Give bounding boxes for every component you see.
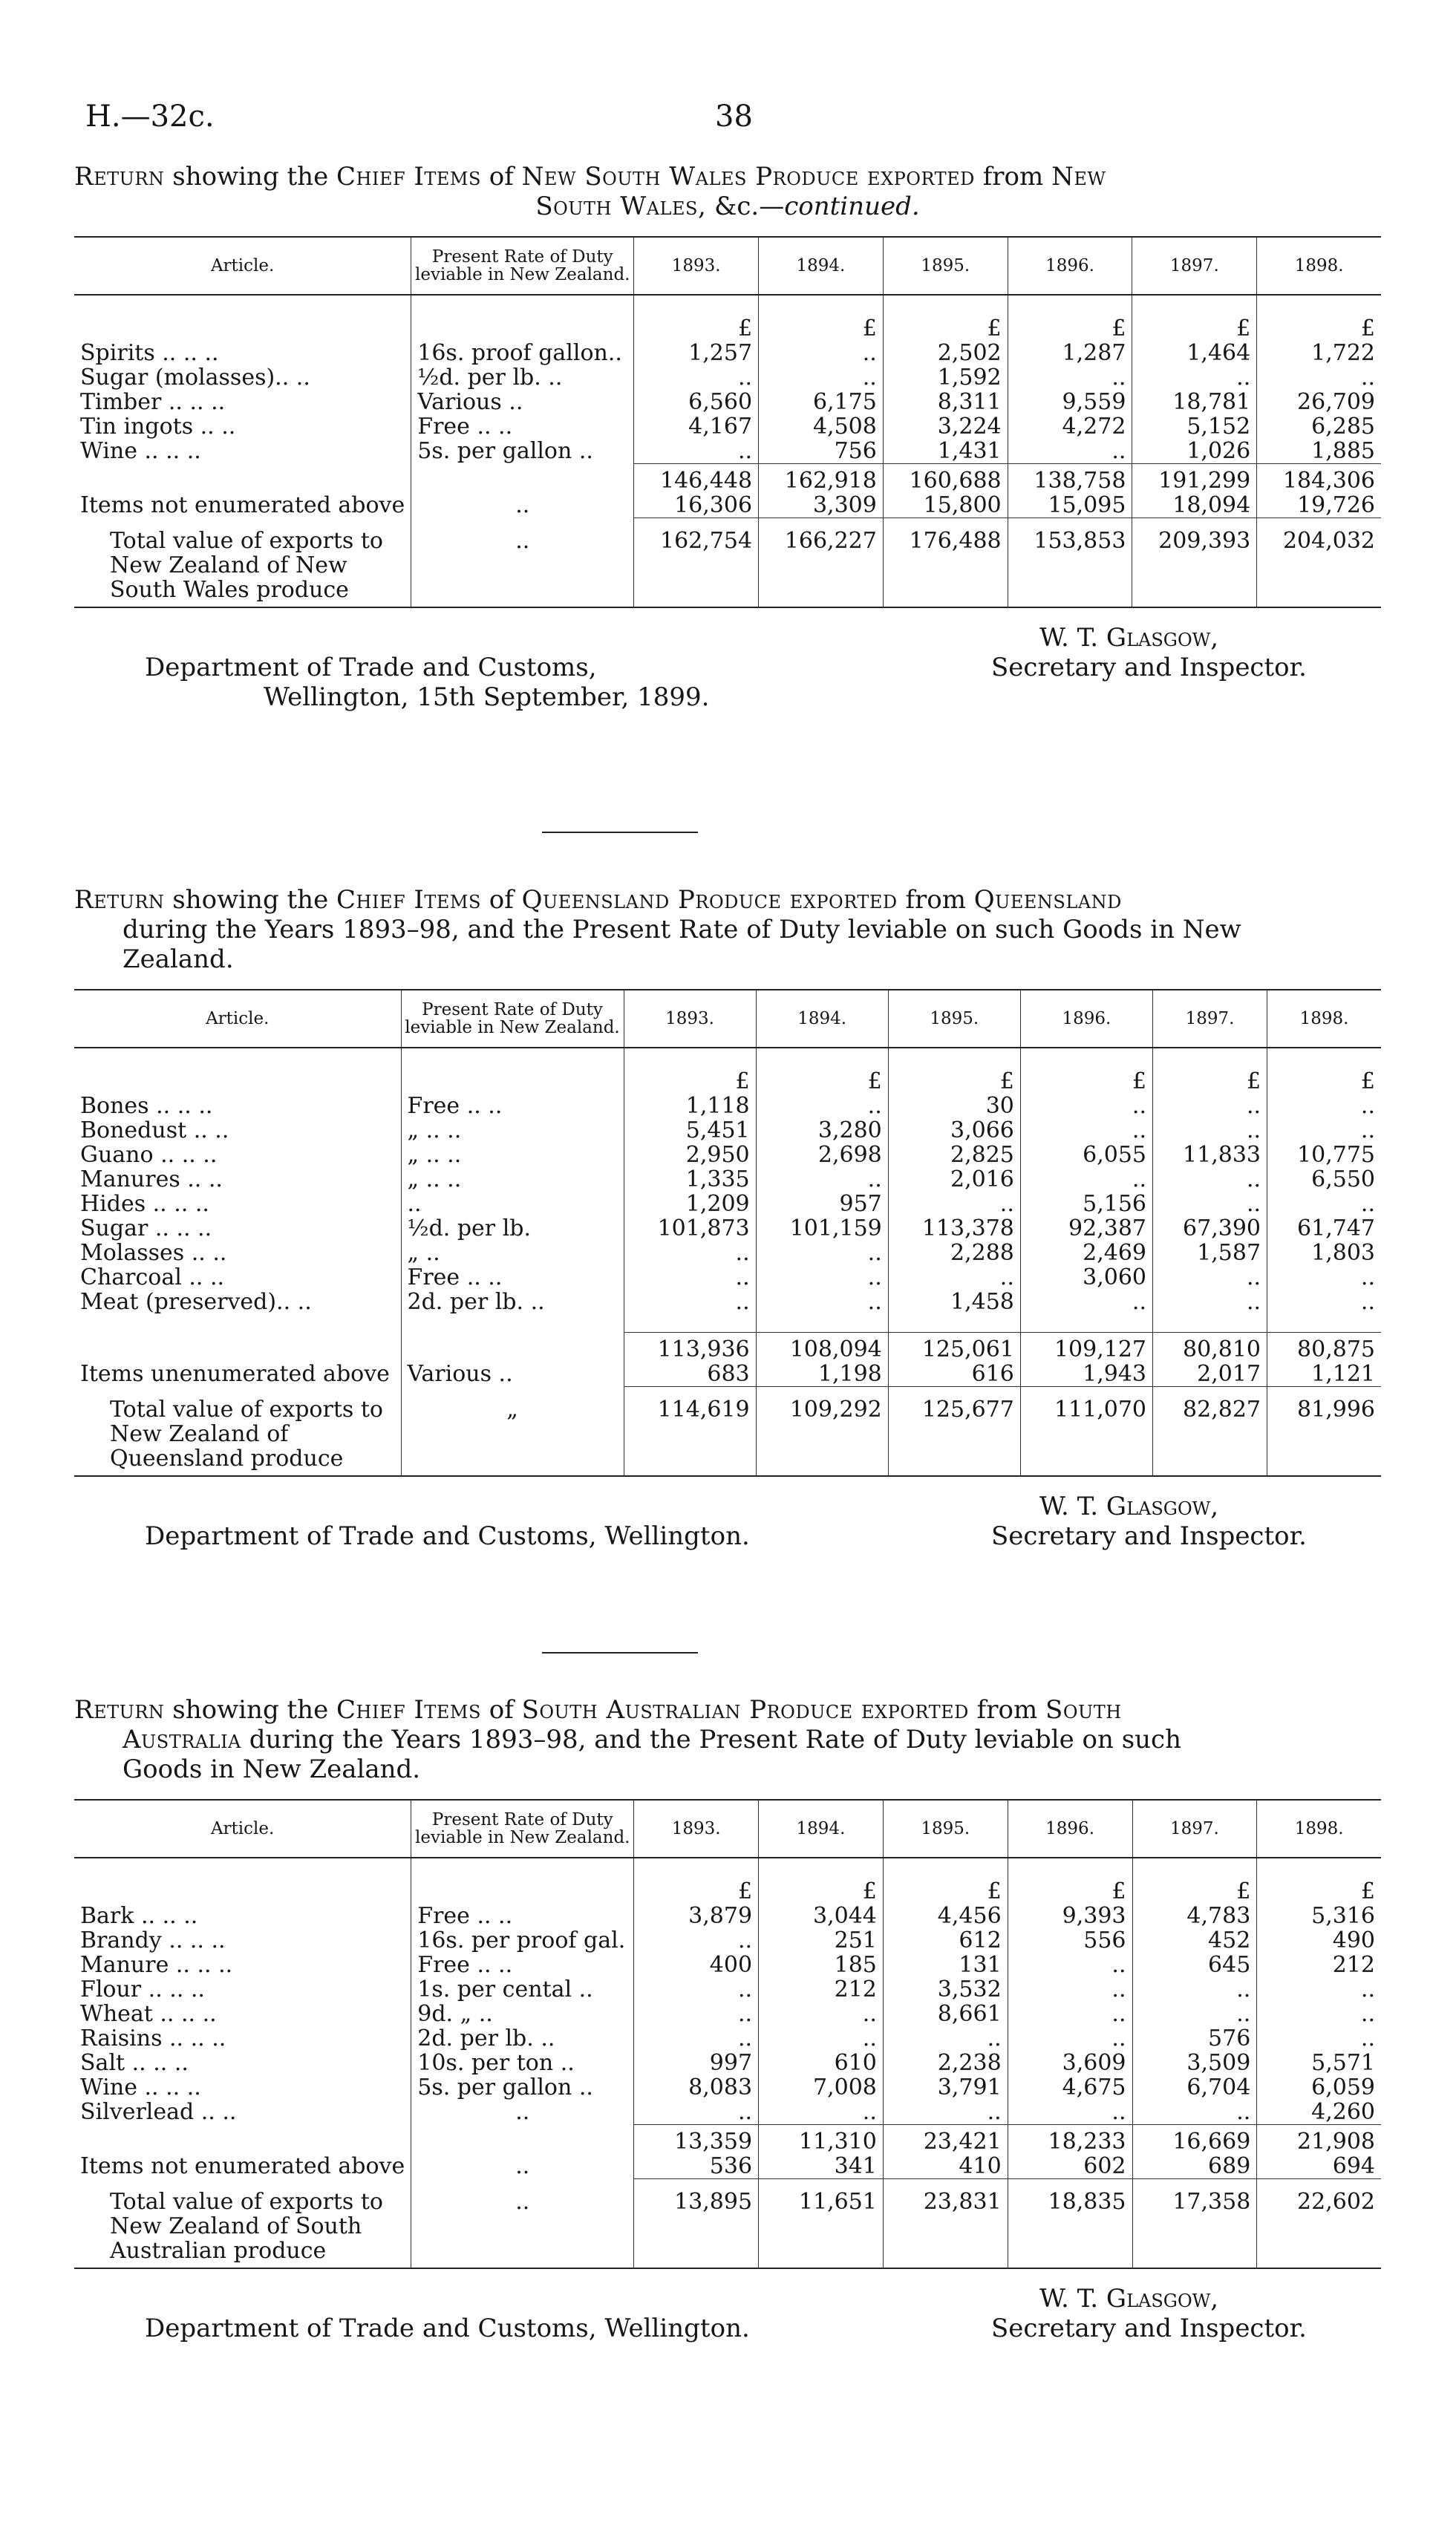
table-row: Hides .. .. .. .. 1,209 957 .. 5,156 .. .. [74, 1192, 1381, 1216]
col-header-year: 1893. [624, 990, 756, 1048]
signatory-title: Secretary and Inspector. [991, 1521, 1307, 1551]
signature-block [74, 2284, 1381, 2373]
sa-heading: Return showing the Chief Items of South Australian Produce exported from South Australia during the Years 1893–98, and the Present Rate of Duty leviable on such Goods in New Zealand. [74, 1695, 1181, 1784]
table-row: Wheat .. .. .. 9d. „ .. .. .. 8,661 .. .. .. [74, 2002, 1381, 2026]
table-row: Silverlead .. .. .. .. .. .. .. .. 4,260 [74, 2100, 1381, 2125]
signature-block [74, 623, 1381, 712]
nsw-heading: Return showing the Chief Items of New South Wales Produce exported from New South Wales, &c.—continued. [74, 162, 1106, 221]
place-date-line: Wellington, 15th September, 1899. [264, 682, 710, 712]
table-row: Bonedust .. .. „ .. .. 5,451 3,280 3,066 .. .. .. [74, 1118, 1381, 1143]
table-row: Manure .. .. .. Free .. .. 400 185 131 .. 645 212 [74, 1953, 1381, 1977]
table-row: Bones .. .. .. Free .. .. 1,118 .. 30 .. .. .. [74, 1094, 1381, 1118]
subtotal-row: 113,936 108,094 125,061 109,127 80,810 80,875 [74, 1333, 1381, 1362]
table-row: Spirits .. .. .. 16s. proof gallon.. 1,257 .. 2,502 1,287 1,464 1,722 [74, 341, 1381, 365]
qld-table [74, 989, 1381, 1477]
currency-row: £ £ £ £ £ £ [74, 1066, 1381, 1094]
col-header-year: 1896. [1008, 1800, 1132, 1858]
subtotal-row: 146,448 162,918 160,688 138,758 191,299 184,306 [74, 464, 1381, 494]
sa-table [74, 1799, 1381, 2269]
qld-heading: Return showing the Chief Items of Queensland Produce exported from Queensland during the Years 1893–98, and the Present Rate of Duty leviable on such Goods in New Zealand. [74, 885, 1241, 974]
table-row: Timber .. .. .. Various .. 6,560 6,175 8,311 9,559 18,781 26,709 [74, 390, 1381, 414]
section-divider [542, 832, 698, 833]
currency-row: £ £ £ £ £ £ [74, 1876, 1381, 1904]
nsw-return-section [74, 162, 1381, 712]
table-row: Flour .. .. .. 1s. per cental .. .. 212 3,532 .. .. .. [74, 1977, 1381, 2002]
signatory-name: W. T. Glasgow, [1039, 2283, 1219, 2314]
table-row: Molasses .. .. „ .. .. .. 2,288 2,469 1,587 1,803 [74, 1241, 1381, 1265]
unenumerated-row: Items not enumerated above .. 536 341 410 602 689 694 [74, 2154, 1381, 2179]
page-header [85, 89, 1374, 148]
sa-return-section [74, 1695, 1381, 2373]
table-row: Wine .. .. .. 5s. per gallon .. .. 756 1,431 .. 1,026 1,885 [74, 439, 1381, 464]
col-header-article: Article. [74, 990, 401, 1048]
document-reference: H.—32c. [85, 99, 215, 134]
col-header-year: 1896. [1008, 237, 1132, 295]
col-header-year: 1898. [1257, 237, 1381, 295]
qld-return-section [74, 885, 1381, 1581]
nsw-table [74, 236, 1381, 608]
table-row: Meat (preserved).. .. 2d. per lb. .. .. .. 1,458 .. .. .. [74, 1290, 1381, 1314]
col-header-year: 1895. [888, 990, 1020, 1048]
subtotal-row: 13,359 11,310 23,421 18,233 16,669 21,908 [74, 2125, 1381, 2155]
col-header-article: Article. [74, 237, 411, 295]
unenumerated-row: Items not enumerated above .. 16,306 3,309 15,800 15,095 18,094 19,726 [74, 493, 1381, 518]
table-row: Bark .. .. .. Free .. .. 3,879 3,044 4,456 9,393 4,783 5,316 [74, 1904, 1381, 1928]
unenumerated-row: Items unenumerated above Various .. 683 1,198 616 1,943 2,017 1,121 [74, 1362, 1381, 1387]
table-row: Brandy .. .. .. 16s. per proof gal. .. 251 612 556 452 490 [74, 1928, 1381, 1953]
col-header-year: 1895. [883, 1800, 1008, 1858]
col-header-year: 1894. [756, 990, 888, 1048]
table-row: Sugar (molasses).. .. ½d. per lb. .. .. .. 1,592 .. .. .. [74, 365, 1381, 390]
table-row: Sugar .. .. .. ½d. per lb. 101,873 101,159 113,378 92,387 67,390 61,747 [74, 1216, 1381, 1241]
signatory-title: Secretary and Inspector. [991, 652, 1307, 682]
signatory-name: W. T. Glasgow, [1039, 622, 1219, 653]
table-header-row [74, 1800, 1381, 1858]
total-row: Total value of exports to New Zealand of South Australian produce .. 13,895 11,651 23,831 18,835 17,358 22,602 [74, 2179, 1381, 2268]
col-header-year: 1897. [1153, 990, 1267, 1048]
table-row: Charcoal .. .. Free .. .. .. .. .. 3,060 .. .. [74, 1265, 1381, 1290]
col-header-year: 1895. [883, 237, 1008, 295]
signatory-title: Secretary and Inspector. [991, 2313, 1307, 2343]
total-row: Total value of exports to New Zealand of Queensland produce „ 114,619 109,292 125,677 111,070 82,827 81,996 [74, 1387, 1381, 1476]
col-header-year: 1893. [634, 237, 759, 295]
department-line: Department of Trade and Customs, Wellington. [145, 2313, 750, 2343]
col-header-rate: Present Rate of Duty leviable in New Zealand. [401, 990, 624, 1048]
table-header-row [74, 237, 1381, 295]
col-header-rate: Present Rate of Duty leviable in New Zealand. [411, 237, 634, 295]
department-line: Department of Trade and Customs, [145, 652, 597, 682]
col-header-year: 1897. [1132, 237, 1257, 295]
table-header-row [74, 990, 1381, 1048]
col-header-year: 1898. [1267, 990, 1381, 1048]
signatory-name: W. T. Glasgow, [1039, 1491, 1219, 1521]
col-header-year: 1893. [634, 1800, 759, 1858]
signature-block [74, 1492, 1381, 1581]
col-header-rate: Present Rate of Duty leviable in New Zealand. [411, 1800, 634, 1858]
table-row: Guano .. .. .. „ .. .. 2,950 2,698 2,825 6,055 11,833 10,775 [74, 1143, 1381, 1167]
col-header-year: 1894. [759, 1800, 884, 1858]
table-row: Wine .. .. .. 5s. per gallon .. 8,083 7,008 3,791 4,675 6,704 6,059 [74, 2075, 1381, 2100]
table-row: Salt .. .. .. 10s. per ton .. 997 610 2,238 3,609 3,509 5,571 [74, 2051, 1381, 2075]
currency-row: £ £ £ £ £ £ [74, 313, 1381, 341]
table-row: Raisins .. .. .. 2d. per lb. .. .. .. .. .. 576 .. [74, 2026, 1381, 2051]
col-header-year: 1894. [759, 237, 884, 295]
total-row: Total value of exports to New Zealand of New South Wales produce .. 162,754 166,227 176,488 153,853 209,393 204,032 [74, 518, 1381, 607]
page-number: 38 [715, 99, 753, 134]
table-row: Tin ingots .. .. Free .. .. 4,167 4,508 3,224 4,272 5,152 6,285 [74, 414, 1381, 439]
section-divider [542, 1652, 698, 1654]
table-row: Manures .. .. „ .. .. 1,335 .. 2,016 .. .. 6,550 [74, 1167, 1381, 1192]
col-header-year: 1896. [1020, 990, 1152, 1048]
col-header-year: 1898. [1257, 1800, 1381, 1858]
col-header-year: 1897. [1132, 1800, 1257, 1858]
col-header-article: Article. [74, 1800, 411, 1858]
department-line: Department of Trade and Customs, Wellington. [145, 1521, 750, 1551]
